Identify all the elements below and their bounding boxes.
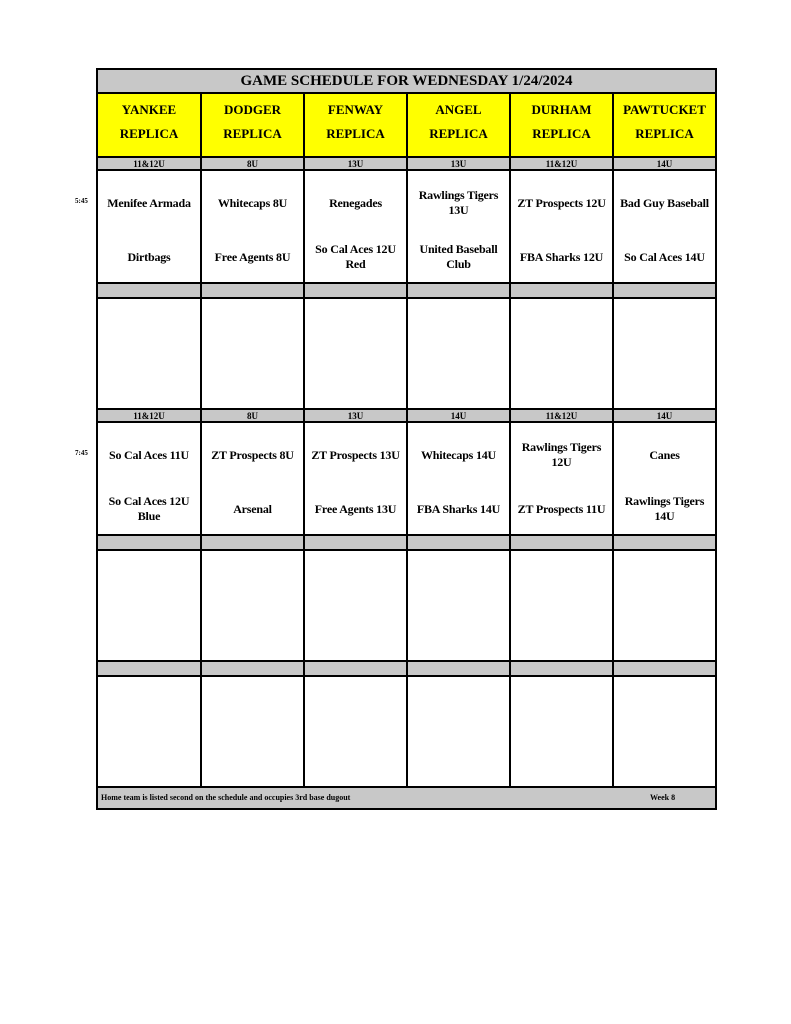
spacer-row	[202, 536, 305, 551]
home-team-note: Home team is listed second on the schedule and occupies 3rd base dugout	[101, 793, 351, 802]
home-team: Arsenal	[233, 502, 272, 516]
home-team: ZT Prospects 11U	[517, 502, 606, 516]
home-team: So Cal Aces 14U	[624, 250, 705, 264]
spacer-row	[614, 662, 715, 677]
empty-slot	[98, 677, 202, 788]
empty-slot	[614, 299, 715, 410]
field-type: REPLICA	[119, 126, 179, 141]
away-team: ZT Prospects 12U	[517, 196, 606, 210]
division-label: 13U	[305, 158, 408, 171]
game-cell	[305, 423, 408, 536]
away-team: ZT Prospects 8U	[211, 448, 294, 462]
empty-slot	[408, 299, 511, 410]
empty-slot	[305, 299, 408, 410]
spacer-row	[408, 284, 511, 299]
game-cell	[408, 171, 511, 284]
field-name: PAWTUCKET	[623, 102, 706, 117]
field-type: REPLICA	[223, 126, 282, 141]
division-label: 13U	[408, 158, 511, 171]
home-team: So Cal Aces 12U Blue	[108, 494, 190, 523]
division-label: 11&12U	[98, 158, 202, 171]
empty-slot	[511, 551, 614, 662]
away-team: Renegades	[329, 196, 382, 210]
game-cell	[305, 171, 408, 284]
field-name: ANGEL	[435, 102, 482, 117]
spacer-row	[98, 536, 202, 551]
game-cell	[614, 171, 715, 284]
away-team: Whitecaps 14U	[420, 448, 497, 462]
empty-slot	[202, 299, 305, 410]
field-header	[408, 94, 511, 158]
home-team: Free Agents 13U	[314, 502, 397, 516]
spacer-row	[511, 536, 614, 551]
game-cell	[511, 423, 614, 536]
field-header	[202, 94, 305, 158]
home-team: Dirtbags	[127, 250, 171, 264]
empty-slot	[98, 551, 202, 662]
division-label: 8U	[202, 158, 305, 171]
field-header	[511, 94, 614, 158]
away-team: Bad Guy Baseball	[620, 196, 709, 210]
empty-slot	[305, 677, 408, 788]
away-team: Whitecaps 8U	[217, 196, 288, 210]
home-team: So Cal Aces 12U Red	[315, 242, 396, 271]
away-team: Canes	[649, 448, 680, 462]
spacer-row	[305, 284, 408, 299]
footer-bar	[98, 788, 715, 808]
home-team: Free Agents 8U	[214, 250, 291, 264]
slot-2-time: 7:45	[75, 449, 88, 457]
away-team: So Cal Aces 11U	[108, 448, 189, 462]
field-type: REPLICA	[429, 126, 488, 141]
home-team: Rawlings Tigers 14U	[624, 494, 705, 523]
home-team: United Baseball Club	[419, 242, 498, 271]
field-header	[305, 94, 408, 158]
spacer-row	[408, 662, 511, 677]
game-cell	[98, 171, 202, 284]
empty-slot	[98, 299, 202, 410]
away-team: Rawlings Tigers 13U	[418, 188, 499, 217]
home-team: FBA Sharks 14U	[416, 502, 501, 516]
spacer-row	[408, 536, 511, 551]
game-cell	[614, 423, 715, 536]
field-name: YANKEE	[121, 102, 177, 117]
spacer-row	[202, 284, 305, 299]
home-team: FBA Sharks 12U	[519, 250, 604, 264]
division-label: 11&12U	[98, 410, 202, 423]
schedule-table	[96, 68, 717, 810]
empty-slot	[408, 677, 511, 788]
spacer-row	[614, 536, 715, 551]
spacer-row	[305, 662, 408, 677]
game-cell	[511, 171, 614, 284]
division-label: 11&12U	[511, 410, 614, 423]
away-team: Menifee Armada	[107, 196, 191, 210]
field-name: DURHAM	[531, 102, 592, 117]
field-type: REPLICA	[532, 126, 591, 141]
slot-1-time: 5:45	[75, 197, 88, 205]
spacer-row	[305, 536, 408, 551]
division-label: 8U	[202, 410, 305, 423]
division-label: 14U	[614, 158, 715, 171]
field-header	[614, 94, 715, 158]
spacer-row	[511, 662, 614, 677]
spacer-row	[614, 284, 715, 299]
away-team: Rawlings Tigers 12U	[521, 440, 602, 469]
spacer-row	[202, 662, 305, 677]
division-label: 14U	[408, 410, 511, 423]
empty-slot	[511, 677, 614, 788]
empty-slot	[305, 551, 408, 662]
empty-slot	[614, 677, 715, 788]
spacer-row	[98, 662, 202, 677]
division-label: 11&12U	[511, 158, 614, 171]
spacer-row	[98, 284, 202, 299]
empty-slot	[614, 551, 715, 662]
week-label: Week 8	[650, 793, 676, 802]
field-name: FENWAY	[327, 102, 384, 117]
field-name: DODGER	[223, 102, 282, 117]
field-type: REPLICA	[635, 126, 694, 141]
division-label: 14U	[614, 410, 715, 423]
division-label: 13U	[305, 410, 408, 423]
empty-slot	[202, 551, 305, 662]
schedule-title: GAME SCHEDULE FOR WEDNESDAY 1/24/2024	[98, 70, 715, 94]
empty-slot	[511, 299, 614, 410]
empty-slot	[408, 551, 511, 662]
spacer-row	[511, 284, 614, 299]
game-cell	[408, 423, 511, 536]
game-cell	[202, 423, 305, 536]
empty-slot	[202, 677, 305, 788]
field-type: REPLICA	[326, 126, 385, 141]
field-header	[98, 94, 202, 158]
game-cell	[98, 423, 202, 536]
game-cell	[202, 171, 305, 284]
away-team: ZT Prospects 13U	[311, 448, 400, 462]
